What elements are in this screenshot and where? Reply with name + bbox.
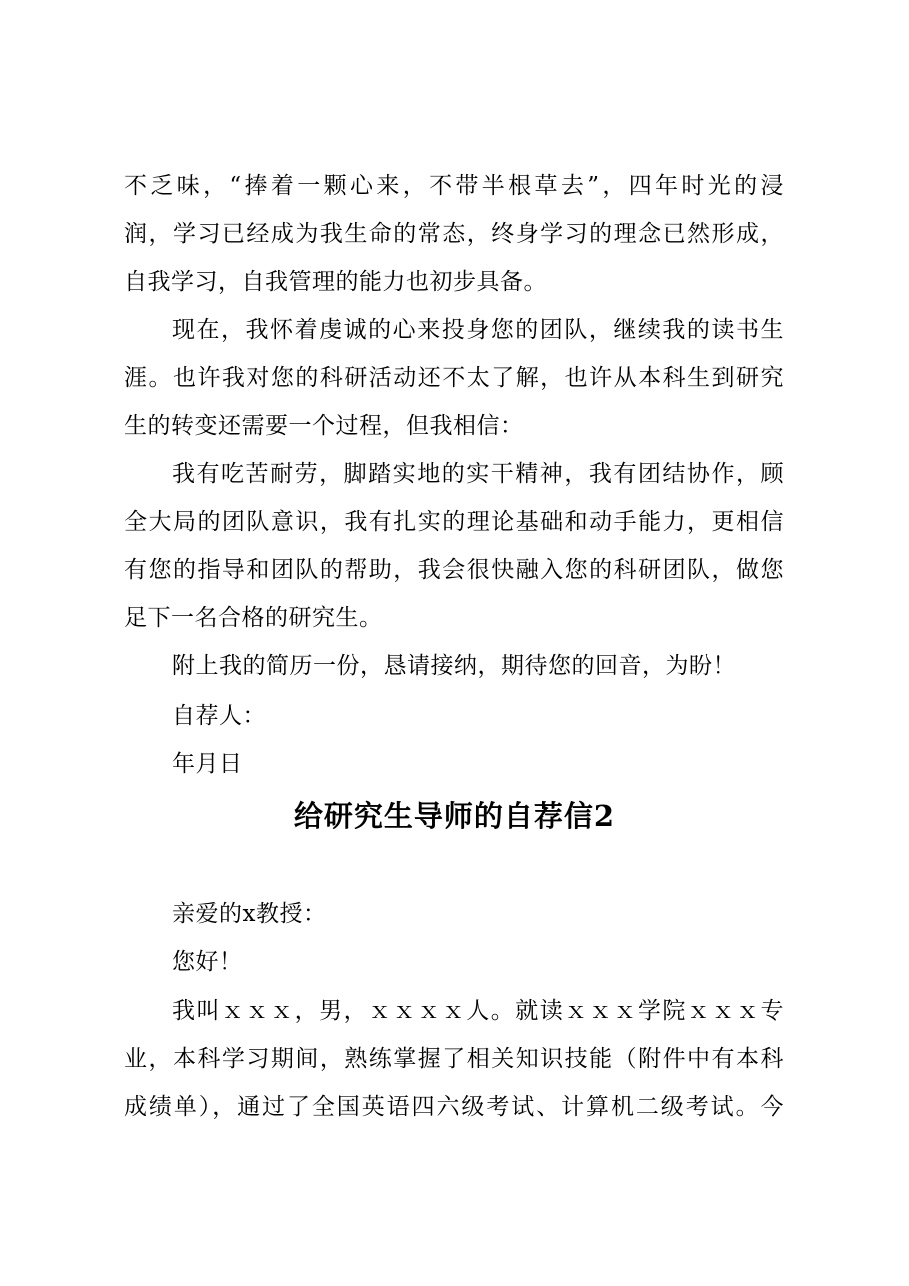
- paragraph-3-line-3: 有您的指导和团队的帮助，我会很快融入您的科研团队，做您: [124, 557, 784, 583]
- paragraph-4-line-2: 业，本科学习期间，熟练掌握了相关知识技能（附件中有本科: [124, 1046, 784, 1072]
- paragraph-4-line-3: 成绩单），通过了全国英语四六级考试、计算机二级考试。今: [124, 1094, 784, 1120]
- paragraph-1-line-1: 不乏味，“捧着一颗心来，不带半根草去”，四年时光的浸: [124, 173, 784, 199]
- date-line: 年月日: [172, 751, 243, 777]
- closing-line: 附上我的简历一份，恳请接纳，期待您的回音，为盼！: [172, 653, 736, 679]
- signature-line: 自荐人：: [172, 703, 266, 729]
- paragraph-1-line-3: 自我学习，自我管理的能力也初步具备。: [124, 269, 547, 295]
- paragraph-4-line-1: 我叫ｘｘｘ，男，ｘｘｘｘ人。就读ｘｘｘ学院ｘｘｘ专: [172, 998, 784, 1024]
- paragraph-1-line-2: 润，学习已经成为我生命的常态，终身学习的理念已然形成，: [124, 221, 784, 247]
- paragraph-2-line-3: 生的转变还需要一个过程，但我相信：: [124, 413, 524, 439]
- letter-title: 给研究生导师的自荐信2: [293, 799, 616, 833]
- paragraph-2-line-2: 涯。也许我对您的科研活动还不太了解，也许从本科生到研究: [124, 365, 784, 391]
- salutation-line: 亲爱的x教授：: [172, 901, 327, 927]
- paragraph-2-line-1: 现在，我怀着虔诚的心来投身您的团队，继续我的读书生: [172, 317, 784, 343]
- paragraph-3-line-2: 全大局的团队意识，我有扎实的理论基础和动手能力，更相信: [124, 509, 784, 535]
- greeting-line: 您好！: [172, 949, 243, 975]
- paragraph-3-line-4: 足下一名合格的研究生。: [124, 605, 383, 631]
- paragraph-3-line-1: 我有吃苦耐劳，脚踏实地的实干精神，我有团结协作，顾: [172, 461, 784, 487]
